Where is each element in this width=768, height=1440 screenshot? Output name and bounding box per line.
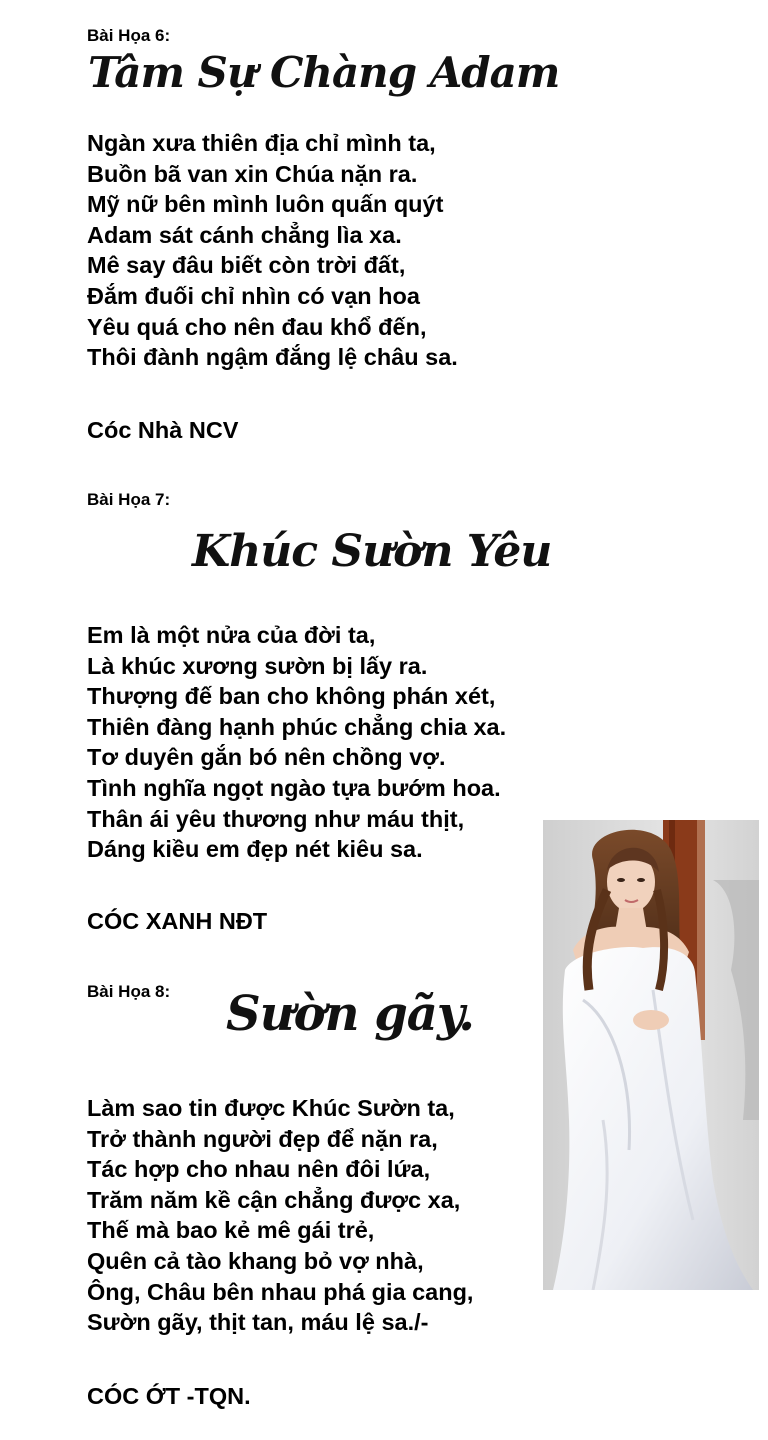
woman-photo xyxy=(543,820,759,1290)
poem-line: Ông, Châu bên nhau phá gia cang, xyxy=(87,1278,474,1305)
poem-line: Thế mà bao kẻ mê gái trẻ, xyxy=(87,1217,375,1244)
poem-line: Trăm năm kề cận chẳng được xa, xyxy=(87,1186,461,1213)
poem-line: Adam sát cánh chẳng lìa xa. xyxy=(87,221,402,248)
poem-author: CÓC XANH NĐT xyxy=(87,908,268,934)
poem-line: Em là một nửa của đời ta, xyxy=(87,622,376,648)
poem-heading: Bài Họa 8: xyxy=(87,982,171,1001)
poem-line: Thôi đành ngậm đắng lệ châu sa. xyxy=(87,344,458,371)
poem-line: Đắm đuối chỉ nhìn có vạn hoa xyxy=(87,282,420,309)
poem-line: Mê say đâu biết còn trời đất, xyxy=(87,252,406,279)
poem-line: Dáng kiều em đẹp nét kiêu sa. xyxy=(87,836,423,863)
poem-line: Yêu quá cho nên đau khổ đến, xyxy=(87,313,427,340)
poem-line: Là khúc xương sườn bị lấy ra. xyxy=(87,652,428,679)
poem-line: Làm sao tin được Khúc Sườn ta, xyxy=(87,1095,455,1121)
poem-author: Cóc Nhà NCV xyxy=(87,417,239,443)
poem-heading: Bài Họa 6: xyxy=(87,26,171,45)
poem-line: Tình nghĩa ngọt ngào tựa bướm hoa. xyxy=(87,774,501,801)
poem-line: Thiên đàng hạnh phúc chẳng chia xa. xyxy=(87,713,507,740)
poem-line: Thân ái yêu thương như máu thịt, xyxy=(87,805,465,832)
poem-line: Tác hợp cho nhau nên đôi lứa, xyxy=(87,1156,431,1183)
poem-line: Mỹ nữ bên mình luôn quấn quýt xyxy=(87,191,444,218)
poem-stanza xyxy=(87,128,458,373)
poem-heading: Bài Họa 7: xyxy=(87,490,171,509)
poem-author: CÓC ỚT -TQN. xyxy=(87,1383,251,1409)
poem-line: Tơ duyên gắn bó nên chồng vợ. xyxy=(87,744,446,771)
poem-stanza xyxy=(87,1093,473,1338)
poem-line: Ngàn xưa thiên địa chỉ mình ta, xyxy=(87,130,436,156)
poem-line: Sườn gãy, thịt tan, máu lệ sa./- xyxy=(87,1309,429,1336)
poem-line: Trở thành người đẹp để nặn ra, xyxy=(87,1125,438,1152)
poem-line: Thượng đế ban cho không phán xét, xyxy=(87,683,496,710)
poem-title: Sườn gãy. xyxy=(226,986,474,1042)
poem-title: Tâm Sự Chàng Adam xyxy=(88,48,560,97)
poem-title: Khúc Sườn Yêu xyxy=(192,526,552,577)
poem-line: Quên cả tào khang bỏ vợ nhà, xyxy=(87,1247,424,1274)
poem-line: Buồn bã van xin Chúa nặn ra. xyxy=(87,160,418,187)
poem-stanza xyxy=(87,620,506,865)
